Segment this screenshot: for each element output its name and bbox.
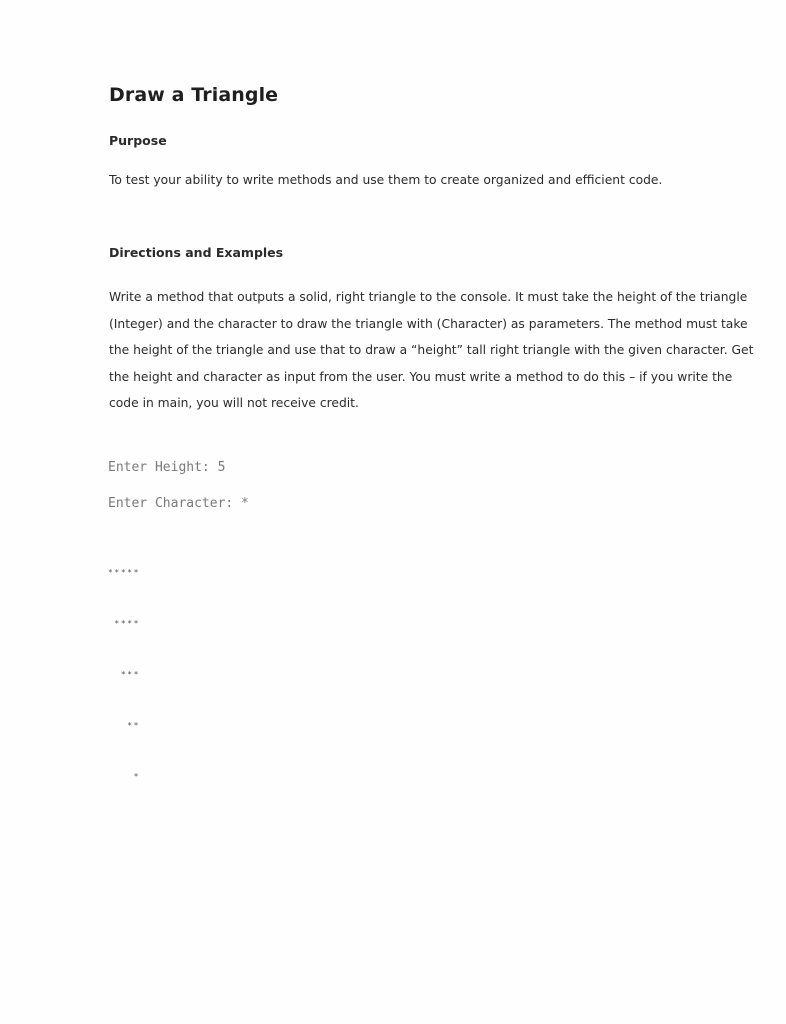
purpose-heading: Purpose	[109, 133, 167, 148]
directions-line: Write a method that outputs a solid, right triangle to the console. It must take the height of the triangle	[109, 290, 748, 304]
directions-line: the height and character as input from the user. You must write a method to do this – if you write the	[109, 369, 733, 384]
directions-line: (Integer) and the character to draw the triangle with (Character) as parameters. The method must take	[109, 316, 748, 331]
directions-line: code in main, you will not receive credit.	[109, 396, 359, 410]
directions-line: the height of the triangle and use that to draw a “height” tall right triangle with the given character. Get	[109, 343, 754, 357]
console-triangle-output	[108, 530, 140, 819]
triangle-row: ****	[108, 619, 141, 628]
triangle-row: *	[108, 772, 141, 781]
page-title: Draw a Triangle	[109, 84, 279, 106]
triangle-row: ***	[108, 670, 141, 679]
directions-text	[109, 284, 753, 417]
triangle-row: **	[108, 721, 141, 730]
purpose-text: To test your ability to write methods and use them to create organized and efficient code.	[109, 173, 663, 187]
console-character-prompt: Enter Character: *	[108, 496, 249, 511]
console-height-prompt: Enter Height: 5	[108, 460, 226, 475]
triangle-row: *****	[108, 568, 141, 577]
directions-heading: Directions and Examples	[109, 245, 284, 260]
